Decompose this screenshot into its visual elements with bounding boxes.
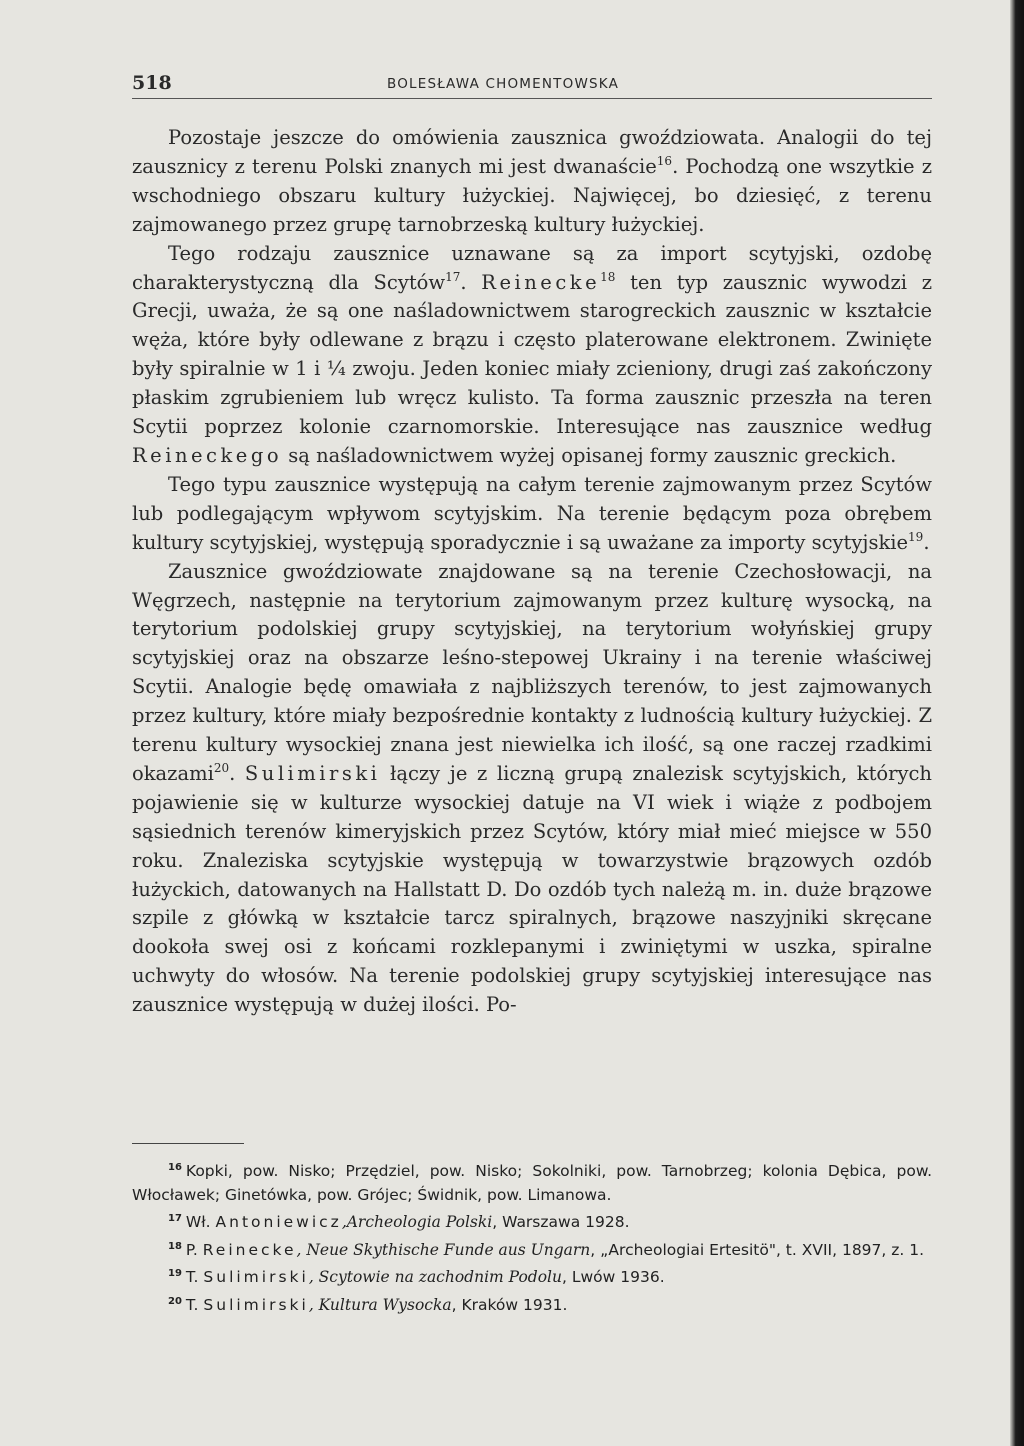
footnote-ref-19: 19 [908, 529, 924, 544]
footnotes [132, 1156, 932, 1317]
footnote-17: $^{17}$ Wł. Antoniewicz,Archeologia Polski, Warszawa 1928. [168, 1213, 630, 1231]
footnote-ref-20: 20 [213, 760, 230, 775]
paragraph-4: Zausznice gwoździowate znajdowane są na terenie Czechosłowacji, na Węgrzech, następnie na terytorium zajmowanym przez kulturę wysocką, na terytorium podolskiej grupy scytyjskiej, na terytorium wołyńskiej grupy scytyjskiej oraz na obszarze leśno-stepowej Ukrainy i na terenie właściwej Scytii. Analogie będę omawiała z najbliższych terenów, to jest zajmowanych przez kultury, które miały bezpośrednie kontakty z ludnością kultury łużyckiej. Z terenu kultury wysockiej znana jest niewielka ich ilość, są one raczej rzadkimi okazami$^{20}$. Sulimirski łączy je z liczną grupą znalezisk scytyjskich, których pojawienie się w kulturze wysockiej datuje na VI wiek i wiąże z podbojem sąsiednich terenów kimeryjskich przez Scytów, który miał mieć miejsce w 550 roku. Znaleziska scytyjskie występują w towarzystwie brązowych ozdób łużyckich, datowanych na Hallstatt D. Do ozdób tych należą m. in. duże brązowe szpile z główką w kształcie tarcz spiralnych, brązowe naszyjniki skręcane dookoła swej osi z końcami rozklepanymi i zwiniętymi w uszka, spiralne uchwyty do włosów. Na terenie podolskiej grupy scytyjskiej interesujące nas zausznice występują w dużej ilości. Po- [132, 559, 932, 1017]
footnote-20: $^{20}$ T. Sulimirski, Kultura Wysocka, Kraków 1931. [168, 1295, 568, 1314]
footnote-19: $^{19}$ T. Sulimirski, Scytowie na zachodnim Podolu, Lwów 1936. [168, 1268, 665, 1286]
author-name-reinecke: Reinecke [481, 270, 601, 294]
paragraph-3: Tego typu zausznice występują na całym terenie zajmowanym przez Scytów lub podlegającym wpływom scytyjskim. Na terenie będącym poza obrębem kultury scytyjskiej, występują sporadycznie i są uważane za importy scytyjskie$^{19}$. [132, 472, 932, 554]
footnote-rule [132, 1143, 244, 1144]
body-text [132, 124, 932, 1020]
page-header [132, 72, 932, 99]
footnote-18: $^{18}$ P. Reinecke, Neue Skythische Funde aus Ungarn, „Archeologiai Ertesitö", t. XVII, 1897, z. 1. [168, 1240, 925, 1259]
author-name-reineckego: Reineckego [132, 443, 283, 467]
page-number: 518 [132, 72, 172, 94]
footnote-ref-18: 18 [600, 269, 616, 284]
running-head: BOLESŁAWA CHOMENTOWSKA [387, 76, 620, 92]
footnote-ref-17: 17 [445, 269, 461, 284]
footnote-16: $^{16}$ Kopki, pow. Nisko; Przędziel, pow. Nisko; Sokolniki, pow. Tarnobrzeg; kolonia Dębica, pow. Włocławek; Ginetówka, pow. Grójec; Świdnik, pow. Limanowa. [132, 1162, 932, 1204]
footnote-ref-16: 16 [656, 153, 673, 168]
paragraph-2: Tego rodzaju zausznice uznawane są za import scytyjski, ozdobę charakterystyczną dla Scytów$^{17}$. Reinecke$^{18}$ ten typ zausznic wywodzi z Grecji, uważa, że są one naśladownictwem starogreckich zausznic w kształcie węża, które były odlewane z brązu i często platerowane elektronem. Zwinięte były spiralnie w 1 i ¼ zwoju. Jeden koniec miały zcieniony, drugi zaś zakończony płaskim zgrubieniem lub wręcz kulisto. Ta forma zausznic przeszła na teren Scytii poprzez kolonie czarnomorskie. Interesujące nas zausznice według Reineckego są naśladownictwem wyżej opisanej formy zausznic greckich. [132, 241, 932, 467]
paragraph-1: Pozostaje jeszcze do omówienia zausznica gwoździowata. Analogii do tej zausznicy z terenu Polski znanych mi jest dwanaście$^{16}$. Pochodzą one wszytkie z wschodniego obszaru kultury łużyckiej. Najwięcej, bo dziesięć, z terenu zajmowanego przez grupę tarnobrzeską kultury łużyckiej. [132, 126, 933, 236]
author-name-sulimirski: Sulimirski [244, 761, 381, 785]
page-edge-shadow [1010, 0, 1024, 1446]
